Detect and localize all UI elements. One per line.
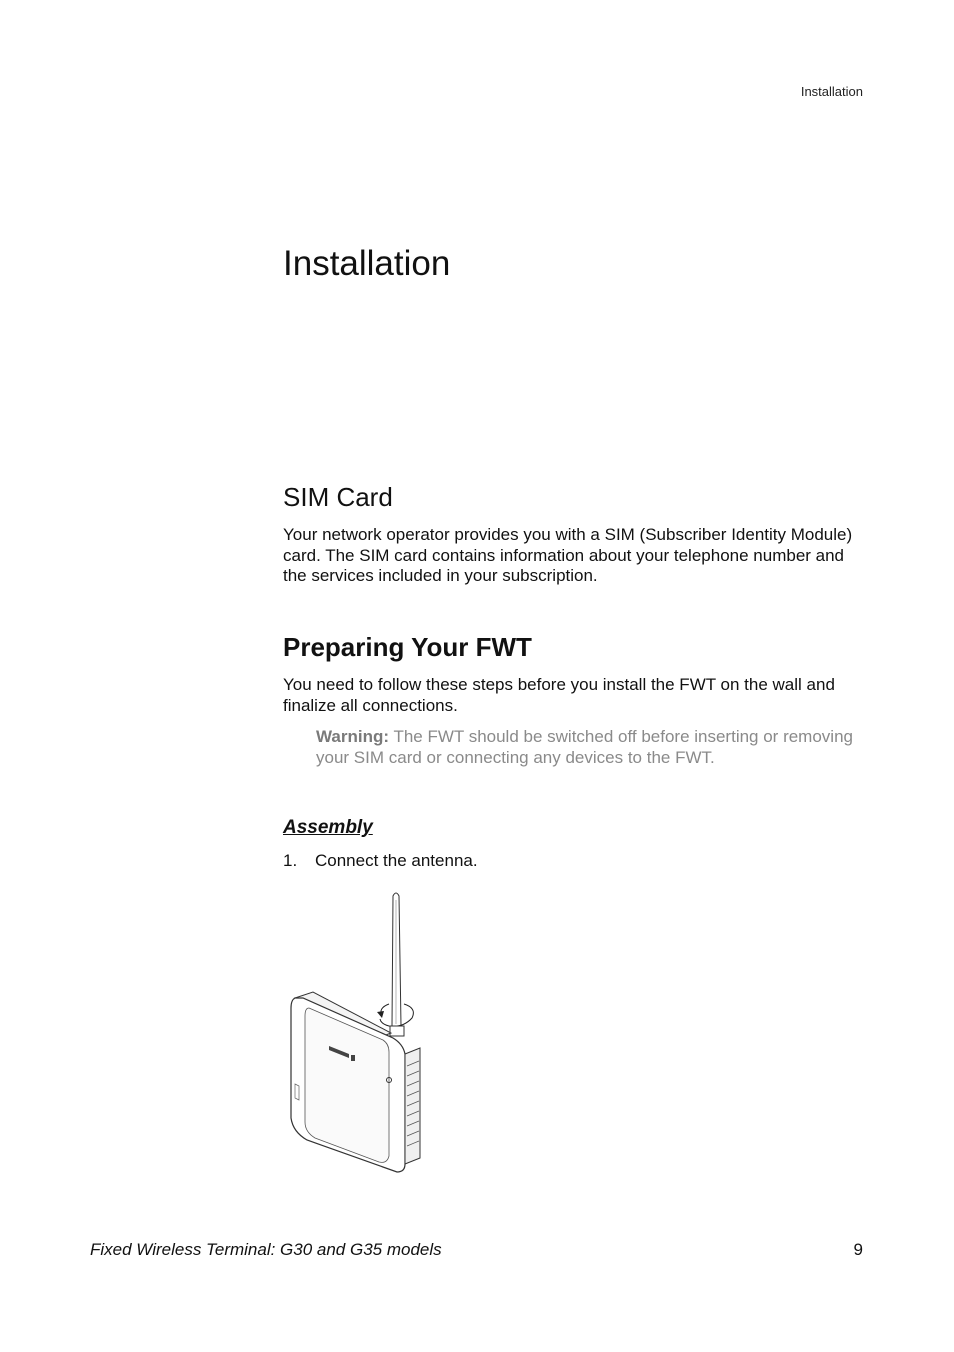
- step-number: 1.: [283, 851, 298, 870]
- preparing-paragraph: You need to follow these steps before you install the FWT on the wall and finalize all connections.: [283, 675, 835, 715]
- sim-card-heading: SIM Card: [283, 482, 393, 512]
- running-header: Installation: [800, 84, 863, 99]
- warning-label: Warning:: [316, 727, 390, 746]
- step-item: [283, 851, 863, 872]
- footer-page-number: 9: [853, 1240, 863, 1259]
- preparing-heading: Preparing Your FWT: [283, 632, 532, 662]
- step-text: Connect the antenna.: [315, 851, 478, 870]
- device-svg: [283, 888, 428, 1173]
- warning-text: The FWT should be switched off before inserting or removing your SIM card or connecting any devices to the FWT.: [316, 727, 853, 767]
- sim-card-paragraph: Your network operator provides you with a SIM (Subscriber Identity Module) card. The SIM card contains information about your telephone number and the services included in your subscription.: [283, 525, 853, 585]
- assembly-heading: Assembly: [283, 817, 373, 838]
- fwt-device-with-antenna-illustration: [283, 888, 428, 1173]
- chapter-title: Installation: [283, 244, 451, 283]
- footer-document-title: Fixed Wireless Terminal: G30 and G35 models: [90, 1240, 442, 1259]
- warning-note: [316, 727, 861, 768]
